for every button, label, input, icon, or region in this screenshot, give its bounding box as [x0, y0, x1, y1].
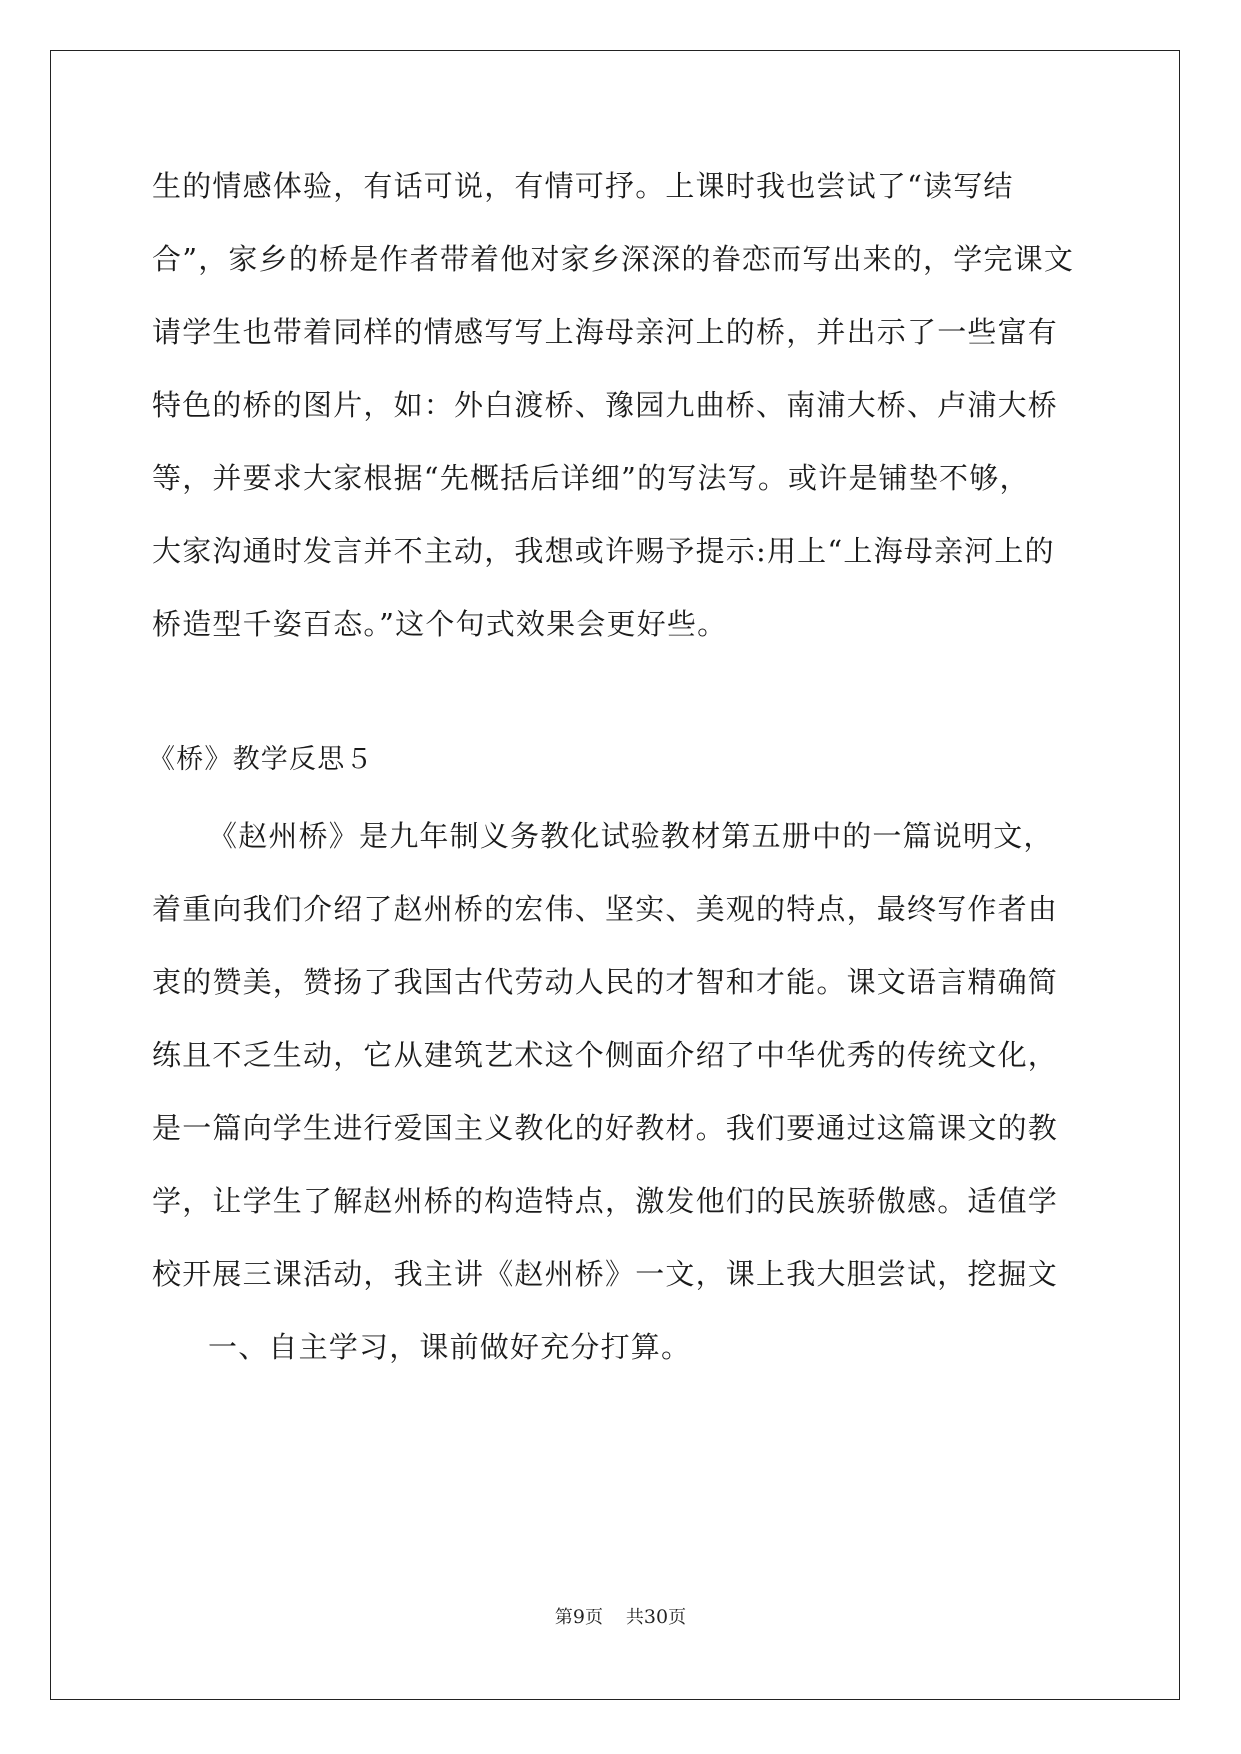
- text-line: 校开展三课活动，我主讲《赵州桥》一文，课上我大胆尝试，挖掘文: [152, 1257, 1059, 1291]
- text-line: 请学生也带着同样的情感写写上海母亲河上的桥，并出示了一些富有: [152, 315, 1059, 349]
- text-line: 特色的桥的图片，如：外白渡桥、豫园九曲桥、南浦大桥、卢浦大桥: [152, 388, 1059, 422]
- text-line: 合”，家乡的桥是作者带着他对家乡深深的眷恋而写出来的，学完课文: [152, 242, 1075, 276]
- total-label-suffix: 页: [668, 1607, 687, 1628]
- page-label-suffix: 页: [585, 1607, 603, 1628]
- text-line: 是一篇向学生进行爱国主义教化的好教材。我们要通过这篇课文的教: [152, 1111, 1059, 1145]
- text-line: 衷的赞美，赞扬了我国古代劳动人民的才智和才能。课文语言精确简: [152, 965, 1059, 999]
- total-label-prefix: 共: [625, 1607, 644, 1628]
- total-pages: 30: [643, 1606, 669, 1628]
- text-line: 等，并要求大家根据“先概括后详细”的写法写。或许是铺垫不够，: [152, 461, 1030, 495]
- page-label-prefix: 第: [554, 1607, 573, 1628]
- page-number: 9: [572, 1606, 585, 1628]
- page-footer: [0, 1605, 1241, 1630]
- page-border: [50, 50, 1180, 1700]
- subheading: 一、自主学习，课前做好充分打算。: [208, 1330, 692, 1364]
- section-heading: 《桥》教学反思５: [148, 744, 374, 775]
- text-line: 《赵州桥》是九年制义务教化试验教材第五册中的一篇说明文，: [208, 819, 1054, 853]
- text-line: 桥造型千姿百态。”这个句式效果会更好些。: [152, 607, 728, 641]
- text-line: 练且不乏生动，它从建筑艺术这个侧面介绍了中华优秀的传统文化，: [152, 1038, 1059, 1072]
- text-line: 学，让学生了解赵州桥的构造特点，激发他们的民族骄傲感。适值学: [152, 1184, 1059, 1218]
- text-line: 着重向我们介绍了赵州桥的宏伟、坚实、美观的特点，最终写作者由: [152, 892, 1059, 926]
- text-line: 大家沟通时发言并不主动，我想或许赐予提示:用上“上海母亲河上的: [152, 534, 1055, 568]
- text-line: 生的情感体验，有话可说，有情可抒。上课时我也尝试了“读写结: [152, 169, 1014, 203]
